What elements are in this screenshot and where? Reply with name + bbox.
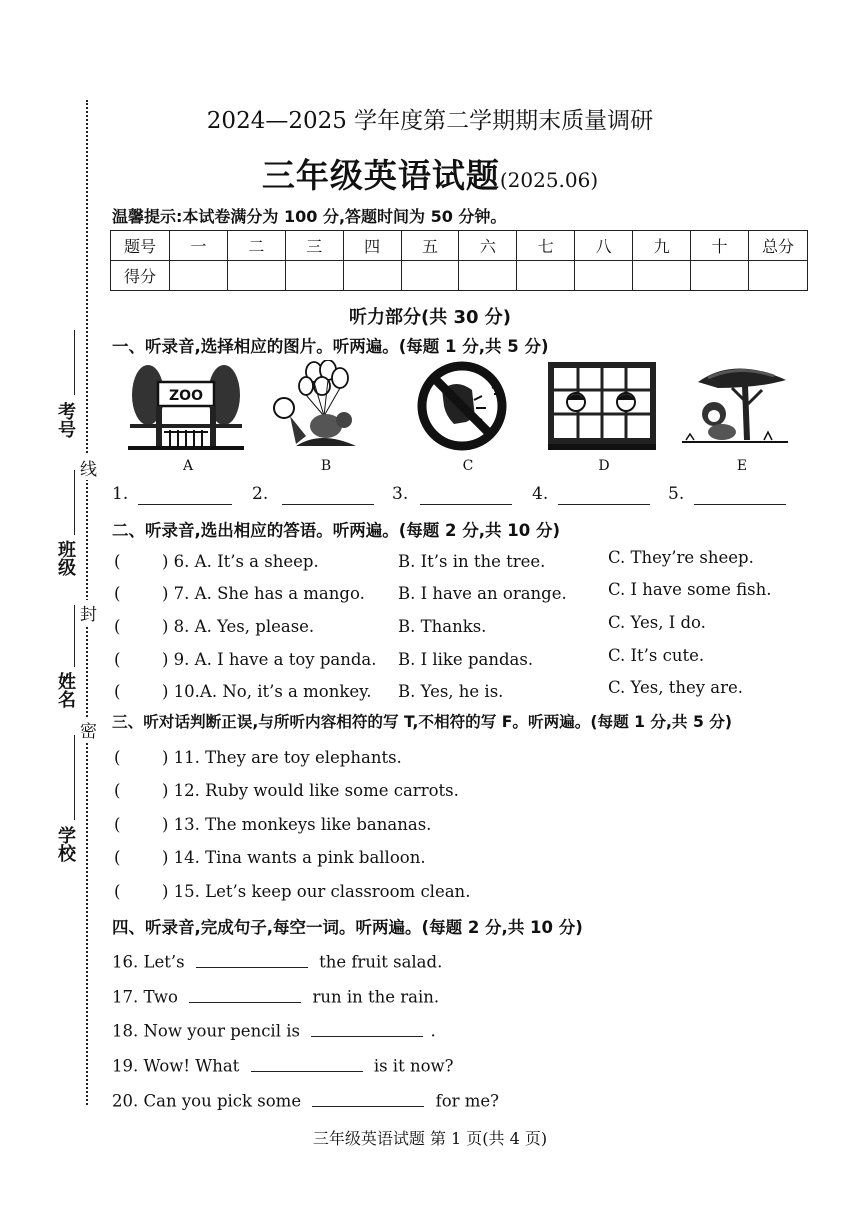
section1-title: 一、听录音,选择相应的图片。听两遍。(每题 1 分,共 5 分) <box>112 337 549 356</box>
answer-paren[interactable]: ( <box>114 781 121 800</box>
score-cell[interactable] <box>459 261 517 291</box>
section3-title: 三、听对话判断正误,与所听内容相符的写 T,不相符的写 F。听两遍。(每题 1 分,共 5 分) <box>112 713 732 731</box>
question-after: run in the rain. <box>312 987 440 1007</box>
fill-blank-question <box>112 1054 454 1076</box>
picture-label-b: B <box>320 458 332 474</box>
answer-paren[interactable]: ( <box>114 748 121 767</box>
exam-subtitle <box>0 150 860 197</box>
binding-blank-exam-number[interactable] <box>74 330 75 395</box>
section4-title: 四、听录音,完成句子,每空一词。听两遍。(每题 2 分,共 10 分) <box>112 918 583 937</box>
listening-part-title: 听力部分(共 30 分) <box>348 307 512 328</box>
page-footer: 三年级英语试题 第 1 页(共 4 页) <box>312 1129 548 1148</box>
answer-number: 5. <box>668 484 685 504</box>
question-text: ) 15. Let’s keep our classroom clean. <box>162 882 471 901</box>
question-option-b: B. It’s in the tree. <box>398 552 546 571</box>
table-cell: 得分 <box>111 261 170 291</box>
question-before: 17. Two <box>112 987 178 1007</box>
table-cell: 题号 <box>111 231 170 261</box>
table-cell: 八 <box>575 231 633 261</box>
children-window-icon <box>546 360 658 452</box>
fill-blank[interactable] <box>312 1089 424 1107</box>
question-text: ) 11. They are toy elephants. <box>162 748 402 767</box>
answer-blank[interactable] <box>694 504 786 505</box>
question-text: ) 14. Tina wants a pink balloon. <box>162 848 426 867</box>
question-before: 18. Now your pencil is <box>112 1021 300 1041</box>
score-cell[interactable] <box>170 261 228 291</box>
answer-paren[interactable]: ( <box>114 584 121 603</box>
zoo-gate-icon <box>126 360 246 452</box>
question-option-c: C. It’s cute. <box>608 646 705 665</box>
picture-label-e: E <box>736 458 748 474</box>
score-cell[interactable] <box>285 261 343 291</box>
exam-title: 2024—2025 学年度第二学期期末质量调研 <box>206 108 654 134</box>
question-after: for me? <box>435 1091 500 1111</box>
question-after: the fruit salad. <box>319 952 443 972</box>
score-table-header-row <box>111 231 808 261</box>
score-table-score-row <box>111 261 808 291</box>
score-table <box>110 230 808 291</box>
picture-label-c: C <box>462 458 474 474</box>
binding-label-name: 姓名 <box>55 672 76 708</box>
score-cell[interactable] <box>343 261 401 291</box>
picture-label-d: D <box>598 458 610 474</box>
question-option-a: ) 7. A. She has a mango. <box>162 584 365 603</box>
seal-word-seal: 封 <box>80 600 97 625</box>
question-text: ) 12. Ruby would like some carrots. <box>162 781 459 800</box>
no-shouting-icon <box>416 360 512 452</box>
seal-word-line: 线 <box>80 455 97 480</box>
score-cell[interactable] <box>749 261 808 291</box>
table-cell: 三 <box>285 231 343 261</box>
answer-blank[interactable] <box>420 504 512 505</box>
question-before: 20. Can you pick some <box>112 1091 302 1111</box>
question-option-b: B. Thanks. <box>398 617 487 636</box>
question-option-c: C. Yes, I do. <box>608 613 706 632</box>
fill-blank-question <box>112 985 439 1007</box>
question-option-a: ) 10.A. No, it’s a monkey. <box>162 682 372 701</box>
answer-number: 3. <box>392 484 409 504</box>
answer-paren[interactable]: ( <box>114 682 121 701</box>
table-cell: 总分 <box>749 231 808 261</box>
zoo-sign-text: ZOO <box>169 388 203 404</box>
question-option-c: C. They’re sheep. <box>608 548 754 567</box>
question-option-c: C. Yes, they are. <box>608 678 744 697</box>
answer-blank[interactable] <box>558 504 650 505</box>
table-cell: 五 <box>401 231 459 261</box>
binding-label-class: 班级 <box>55 540 76 576</box>
fill-blank[interactable] <box>311 1019 423 1037</box>
answer-paren[interactable]: ( <box>114 882 121 901</box>
picture-label-a: A <box>182 458 194 474</box>
answer-paren[interactable]: ( <box>114 650 121 669</box>
question-text: ) 13. The monkeys like bananas. <box>162 815 432 834</box>
answer-blank[interactable] <box>138 504 232 505</box>
binding-blank-school[interactable] <box>74 735 75 820</box>
table-cell: 四 <box>343 231 401 261</box>
answer-paren[interactable]: ( <box>114 815 121 834</box>
answer-number: 1. <box>112 484 129 504</box>
fill-blank[interactable] <box>196 950 308 968</box>
question-option-a: ) 8. A. Yes, please. <box>162 617 315 636</box>
seal-word-secret: 密 <box>80 717 97 742</box>
score-cell[interactable] <box>575 261 633 291</box>
question-option-b: B. Yes, he is. <box>398 682 504 701</box>
binding-label-school: 学校 <box>55 826 76 862</box>
score-cell[interactable] <box>401 261 459 291</box>
binding-blank-name[interactable] <box>74 605 75 667</box>
binding-label-exam-number: 考号 <box>55 402 76 438</box>
balloons-animals-icon <box>266 360 366 452</box>
lion-tree-icon <box>678 360 792 452</box>
score-cell[interactable] <box>691 261 749 291</box>
question-option-b: B. I have an orange. <box>398 584 567 603</box>
table-cell: 二 <box>227 231 285 261</box>
exam-tip: 温馨提示:本试卷满分为 100 分,答题时间为 50 分钟。 <box>112 207 507 226</box>
question-after: is it now? <box>373 1056 454 1076</box>
fill-blank-question <box>112 950 442 972</box>
question-before: 19. Wow! What <box>112 1056 240 1076</box>
question-option-c: C. I have some fish. <box>608 580 772 599</box>
question-option-a: ) 6. A. It’s a sheep. <box>162 552 319 571</box>
table-cell: 一 <box>170 231 228 261</box>
binding-blank-class[interactable] <box>74 470 75 535</box>
fill-blank-question <box>112 1019 436 1041</box>
table-cell: 九 <box>633 231 691 261</box>
fill-blank-question <box>112 1089 499 1111</box>
score-cell[interactable] <box>633 261 691 291</box>
answer-blank[interactable] <box>282 504 374 505</box>
question-option-b: B. I like pandas. <box>398 650 534 669</box>
question-after: . <box>430 1021 436 1041</box>
table-cell: 六 <box>459 231 517 261</box>
fill-blank[interactable] <box>251 1054 363 1072</box>
score-cell[interactable] <box>517 261 575 291</box>
answer-number: 4. <box>532 484 549 504</box>
section2-title: 二、听录音,选出相应的答语。听两遍。(每题 2 分,共 10 分) <box>112 521 561 540</box>
answer-paren[interactable]: ( <box>114 552 121 571</box>
table-cell: 十 <box>691 231 749 261</box>
fill-blank[interactable] <box>189 985 301 1003</box>
question-option-a: ) 9. A. I have a toy panda. <box>162 650 377 669</box>
answer-paren[interactable]: ( <box>114 848 121 867</box>
answer-number: 2. <box>252 484 269 504</box>
subtitle-text: 三年级英语试题 <box>261 156 500 195</box>
score-cell[interactable] <box>227 261 285 291</box>
answer-paren[interactable]: ( <box>114 617 121 636</box>
table-cell: 七 <box>517 231 575 261</box>
question-before: 16. Let’s <box>112 952 185 972</box>
exam-date: (2025.06) <box>499 168 599 192</box>
